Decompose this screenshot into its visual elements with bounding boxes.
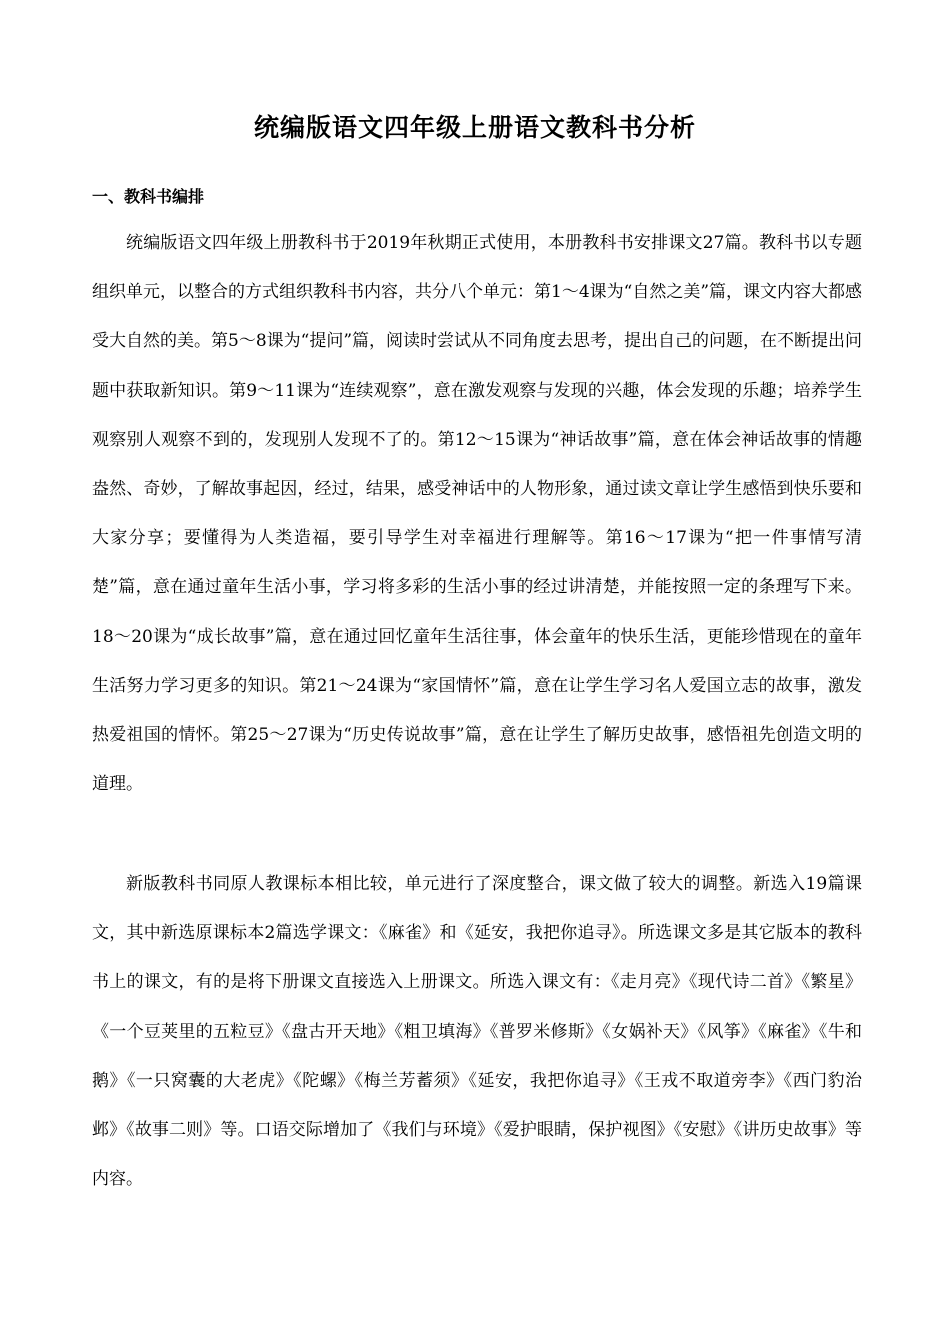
- body-paragraph-2: 新版教科书同原人教课标本相比较，单元进行了深度整合，课文做了较大的调整。新选入19篇课文，其中新选原课标本2篇选学课文：《麻雀》和《延安，我把你追寻》。所选课文多是其它版本的教科书上的课文，有的是将下册课文直接选入上册课文。所选入课文有：《走月亮》《现代诗二首》《繁星》《一个豆荚里的五粒豆》《盘古开天地》《粗卫填海》《普罗米修斯》《女娲补天》《风筝》《麻雀》《牛和鹅》《一只窝囊的大老虎》《陀螺》《梅兰芳蓄须》《延安，我把你追寻》《王戎不取道旁李》《西门豹治邺》《故事二则》等。口语交际增加了《我们与环境》《爱护眼睛，保护视图》《安慰》《讲历史故事》等内容。: [92, 874, 862, 1190]
- document-title: 统编版语文四年级上册语文教科书分析: [253, 113, 696, 142]
- body-paragraph-1: 统编版语文四年级上册教科书于2019年秋期正式使用，本册教科书安排课文27篇。教科书以专题组织单元，以整合的方式组织教科书内容，共分八个单元：第1～4课为“自然之美”篇，课文内容大都感受大自然的美。第5～8课为“提问”篇，阅读时尝试从不同角度去思考，提出自己的问题，在不断提出问题中获取新知识。第9～11课为“连续观察”，意在激发观察与发现的兴趣，体会发现的乐趣；培养学生观察别人观察不到的，发现别人发现不了的。第12～15课为“神话故事”篇，意在体会神话故事的情趣盎然、奇妙，了解故事起因，经过，结果，感受神话中的人物形象，通过读文章让学生感悟到快乐要和大家分享；要懂得为人类造福，要引导学生对幸福进行理解等。第16～17课为“把一件事情写清楚”篇，意在通过童年生活小事，学习将多彩的生活小事的经过讲清楚，并能按照一定的条理写下来。18～20课为“成长故事”篇，意在通过回忆童年生活往事，体会童年的快乐生活，更能珍惜现在的童年生活努力学习更多的知识。第21～24课为“家国情怀”篇，意在让学生学习名人爱国立志的故事，激发热爱祖国的情怀。第25～27课为“历史传说故事”篇，意在让学生了解历史故事，感悟祖先创造文明的道理。: [92, 233, 863, 795]
- section-heading-textbook-layout: 一、教科书编排: [92, 187, 205, 206]
